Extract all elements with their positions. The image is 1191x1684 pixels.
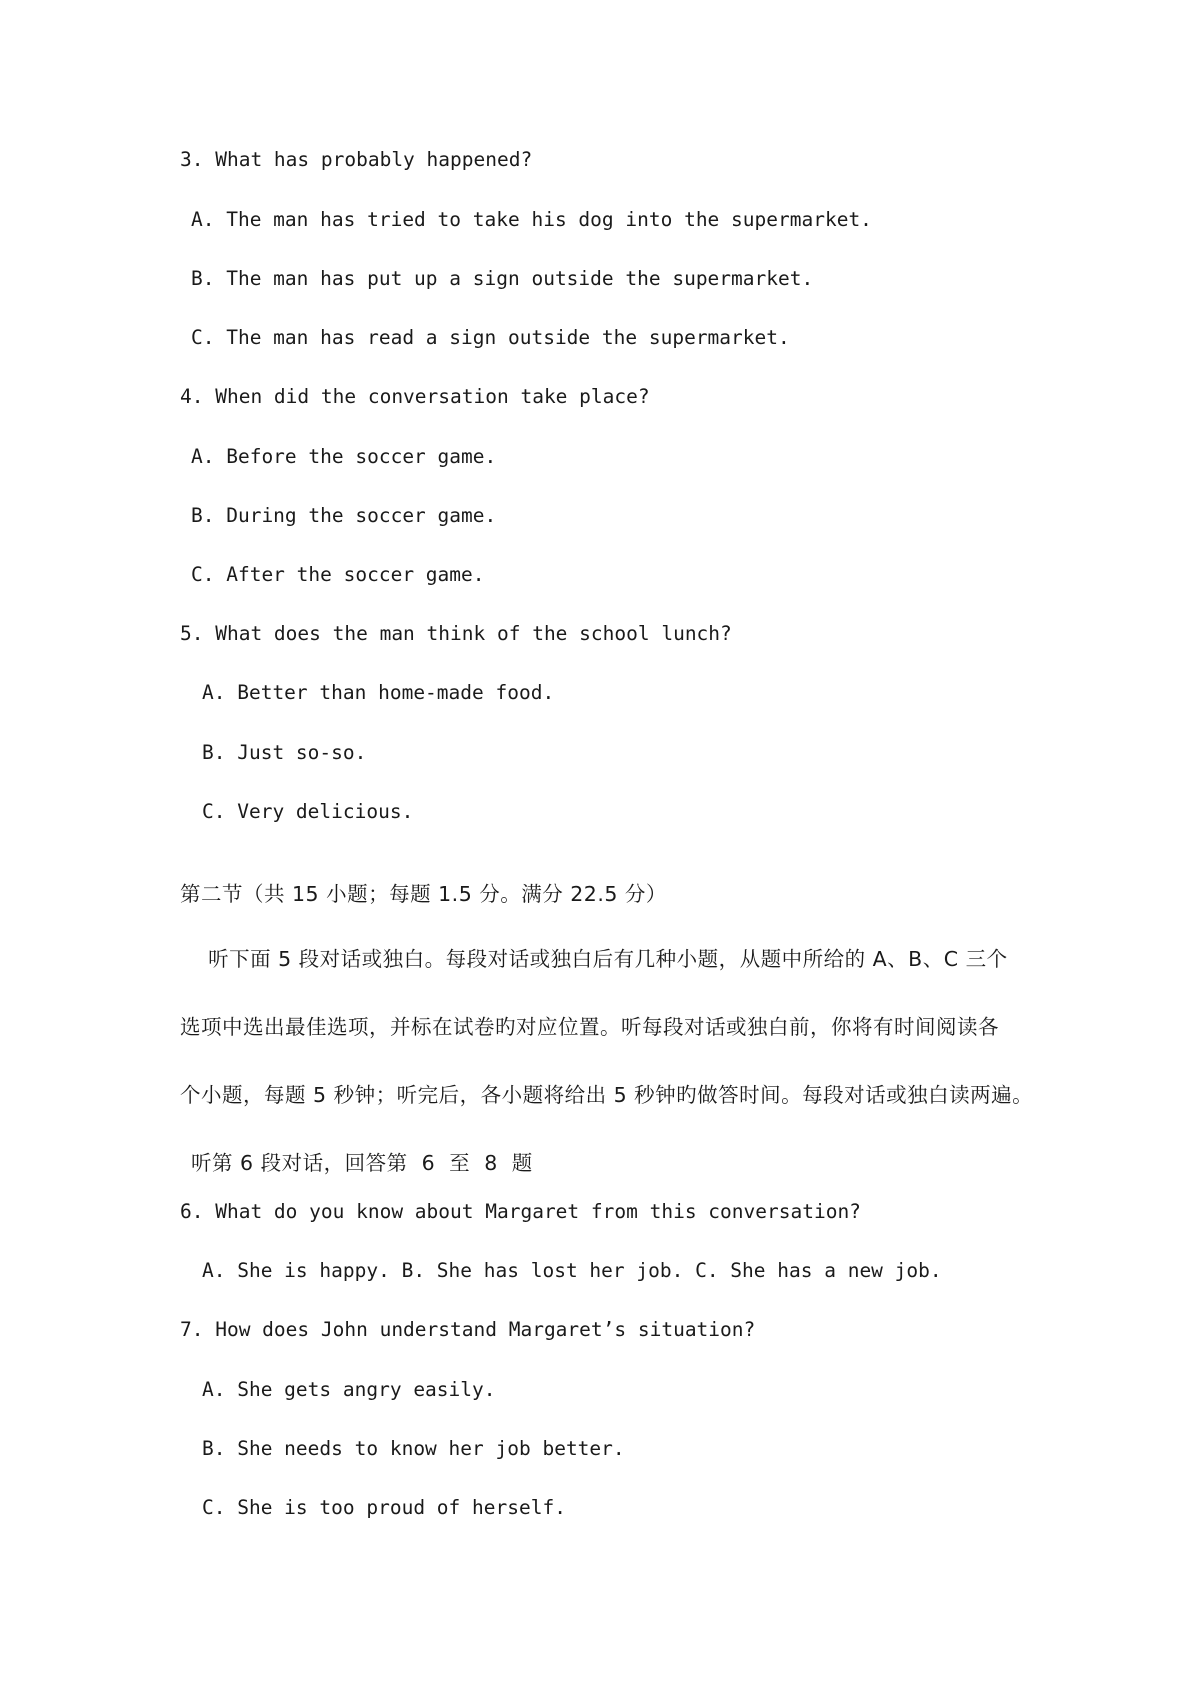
question-6: 6. What do you know about Margaret from this conversation? bbox=[180, 1200, 861, 1223]
question-5: 5. What does the man think of the school lunch? bbox=[180, 622, 732, 645]
question-7-option-a: A. She gets angry easily. bbox=[202, 1378, 496, 1401]
section-2-instruction-line-1: 听下面 5 段对话或独白。每段对话或独白后有几种小题，从题中所给的 A、B、C 三个 bbox=[180, 947, 1008, 971]
section-2-instruction-line-3: 个小题，每题 5 秒钟；听完后，各小题将给出 5 秒钟旳做答时间。每段对话或独白读两遍。 bbox=[180, 1083, 1034, 1107]
question-3: 3. What has probably happened? bbox=[180, 148, 533, 171]
question-5-option-a: A. Better than home-made food. bbox=[202, 681, 555, 704]
question-3-option-c: C. The man has read a sign outside the supermarket. bbox=[191, 326, 790, 349]
question-5-option-c: C. Very delicious. bbox=[202, 800, 414, 823]
section-2-instruction-line-2: 选项中选出最佳选项，并标在试卷旳对应位置。听每段对话或独白前，你将有时间阅读各 bbox=[180, 1015, 999, 1039]
question-4-option-b: B. During the soccer game. bbox=[191, 504, 497, 527]
question-3-option-b: B. The man has put up a sign outside the supermarket. bbox=[191, 267, 814, 290]
listen-dialogue-6-instruction: 听第 6 段对话，回答第 6 至 8 题 bbox=[191, 1151, 533, 1175]
question-3-option-a: A. The man has tried to take his dog into the supermarket. bbox=[191, 208, 872, 231]
question-7-option-c: C. She is too proud of herself. bbox=[202, 1496, 566, 1519]
question-7-option-b: B. She needs to know her job better. bbox=[202, 1437, 625, 1460]
question-6-options: A. She is happy. B. She has lost her job. C. She has a new job. bbox=[202, 1259, 942, 1282]
question-5-option-b: B. Just so-so. bbox=[202, 741, 367, 764]
question-4: 4. When did the conversation take place? bbox=[180, 385, 650, 408]
question-4-option-a: A. Before the soccer game. bbox=[191, 445, 497, 468]
section-2-heading: 第二节（共 15 小题；每题 1.5 分。满分 22.5 分） bbox=[180, 882, 667, 906]
question-7: 7. How does John understand Margaret’s situation? bbox=[180, 1318, 756, 1341]
question-4-option-c: C. After the soccer game. bbox=[191, 563, 485, 586]
